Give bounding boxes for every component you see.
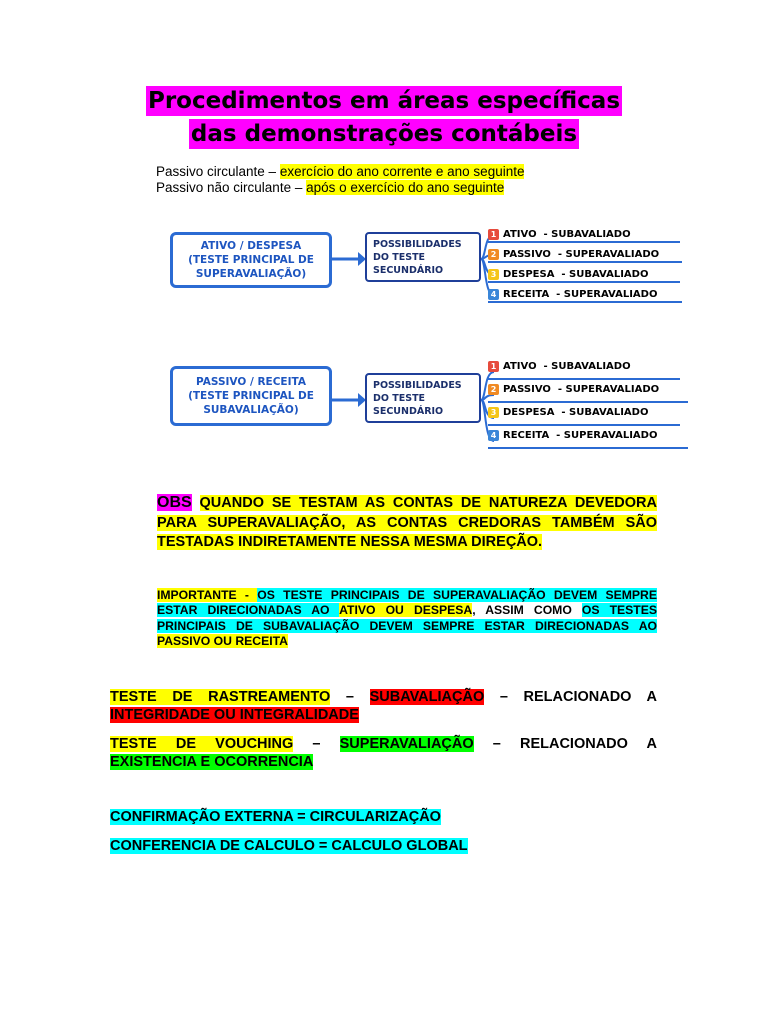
option-item	[488, 226, 631, 242]
secondary-test-line: SECUNDÁRIO	[373, 264, 444, 276]
obs-paragraph	[157, 493, 657, 553]
option-label: ATIVO - SUBAVALIADO	[503, 360, 631, 372]
option-label: PASSIVO - SUPERAVALIADO	[503, 383, 660, 395]
secondary-test-line: POSSIBILIDADES	[373, 379, 462, 391]
diagram-ativo-despesa	[160, 226, 700, 316]
secondary-test-line: DO TESTE	[373, 392, 426, 404]
number-3-icon: 3	[488, 269, 499, 280]
conferencia-line	[110, 837, 468, 855]
intro-passivo-circulante	[156, 164, 524, 179]
vouching-detail-line	[110, 753, 657, 771]
option-label: RECEITA - SUPERAVALIADO	[503, 288, 658, 300]
number-2-icon: 2	[488, 249, 499, 260]
vouching-line	[110, 735, 657, 753]
option-label: RECEITA - SUPERAVALIADO	[503, 429, 658, 441]
rastreamento-detail-line	[110, 706, 657, 724]
main-test-line: ATIVO / DESPESA	[200, 240, 302, 252]
option-label: PASSIVO - SUPERAVALIADO	[503, 248, 660, 260]
option-item	[488, 266, 648, 282]
number-2-icon: 2	[488, 384, 499, 395]
conferencia-text: CONFERENCIA DE CALCULO = CALCULO GLOBAL	[110, 838, 468, 854]
rastreamento-dash: –	[330, 689, 370, 705]
secondary-test-line: DO TESTE	[373, 251, 426, 263]
vouching-detail: EXISTENCIA E OCORRENCIA	[110, 754, 314, 770]
number-1-icon: 1	[488, 229, 499, 240]
intro-label: Passivo não circulante –	[156, 180, 307, 195]
intro-highlight: exercício do ano corrente e ano seguinte	[279, 164, 525, 179]
option-item	[488, 427, 657, 443]
rastreamento-detail: INTEGRIDADE OU INTEGRALIDADE	[110, 707, 359, 723]
confirmacao-line	[110, 808, 441, 826]
importante-label: IMPORTANTE -	[157, 588, 258, 602]
option-item	[488, 358, 631, 374]
intro-passivo-nao-circulante	[156, 180, 504, 195]
main-test-line: SUBAVALIAÇÃO)	[203, 404, 299, 416]
title-line-2: das demonstrações contábeis	[190, 121, 578, 147]
number-3-icon: 3	[488, 407, 499, 418]
option-label: ATIVO - SUBAVALIADO	[503, 228, 631, 240]
main-test-line: SUPERAVALIAÇÃO)	[195, 268, 307, 280]
intro-highlight: após o exercício do ano seguinte	[306, 180, 505, 195]
main-test-line: (TESTE PRINCIPAL DE	[188, 390, 314, 402]
obs-label: OBS	[157, 494, 192, 511]
vouching-relation: – RELACIONADO A	[473, 736, 657, 752]
obs-text: QUANDO SE TESTAM AS CONTAS DE NATUREZA DEVEDORA PARA SUPERAVALIAÇÃO, AS CONTAS CREDORAS TAMBÉM SÃO TESTADAS INDIRETAMENTE NESSA MESMA DIREÇÃO.	[157, 495, 658, 550]
option-item	[488, 286, 657, 302]
option-item	[488, 381, 659, 397]
vouching-label: TESTE DE VOUCHING	[110, 736, 294, 752]
secondary-test-box	[365, 232, 481, 282]
page-title	[0, 86, 768, 152]
importante-part-2: ATIVO OU DESPESA	[339, 603, 473, 618]
title-line-1: Procedimentos em áreas específicas	[147, 88, 621, 114]
rastreamento-line	[110, 688, 657, 706]
number-1-icon: 1	[488, 361, 499, 372]
secondary-test-box	[365, 373, 481, 423]
importante-part-1: OS TESTE PRINCIPAIS DE SUPERAVALIAÇÃO DEVEM SEMPRE ESTAR DIRECIONADAS AO	[157, 588, 657, 618]
main-test-line: (TESTE PRINCIPAL DE	[188, 254, 314, 266]
main-test-box	[170, 366, 332, 426]
secondary-test-line: POSSIBILIDADES	[373, 238, 462, 250]
secondary-test-line: SECUNDÁRIO	[373, 405, 444, 417]
rastreamento-type: SUBAVALIAÇÃO	[369, 689, 485, 705]
importante-part-3: , ASSIM COMO	[472, 603, 582, 618]
option-item	[488, 404, 648, 420]
intro-label: Passivo circulante –	[156, 164, 280, 179]
number-4-icon: 4	[488, 430, 499, 441]
rastreamento-relation: – RELACIONADO A	[484, 689, 658, 705]
option-label: DESPESA - SUBAVALIADO	[503, 406, 649, 418]
option-item	[488, 246, 659, 262]
importante-paragraph	[157, 588, 657, 649]
number-4-icon: 4	[488, 289, 499, 300]
rastreamento-label: TESTE DE RASTREAMENTO	[110, 689, 331, 705]
option-label: DESPESA - SUBAVALIADO	[503, 268, 649, 280]
main-test-box	[170, 232, 332, 288]
importante-part-5: PASSIVO OU RECEITA	[157, 633, 288, 648]
confirmacao-text: CONFIRMAÇÃO EXTERNA = CIRCULARIZAÇÃO	[110, 809, 441, 825]
diagram-passivo-receita	[160, 360, 700, 450]
importante-part-4: OS TESTES PRINCIPAIS DE SUBAVALIAÇÃO DEVEM SEMPRE ESTAR DIRECIONADAS AO	[157, 603, 658, 633]
vouching-dash: –	[293, 736, 340, 752]
vouching-type: SUPERAVALIAÇÃO	[339, 736, 474, 752]
main-test-line: PASSIVO / RECEITA	[196, 376, 306, 388]
